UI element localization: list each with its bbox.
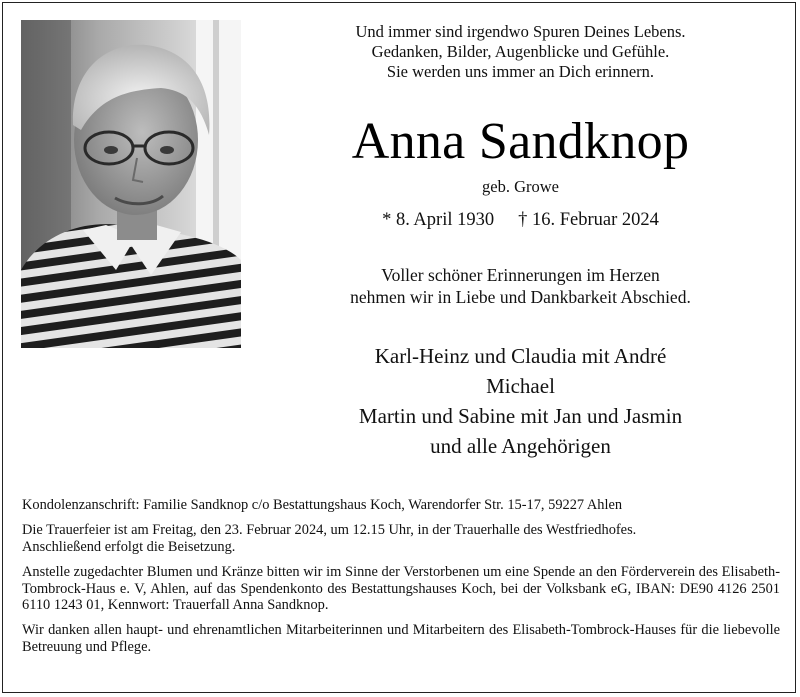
memorial-verse [241, 22, 800, 82]
verse-line: Gedanken, Bilder, Augenblicke und Gefühle. [371, 42, 670, 61]
farewell-text [241, 264, 800, 308]
funeral-line: Die Trauerfeier ist am Freitag, den 23. Februar 2024, um 12.15 Uhr, in der Trauerhalle des Westfriedhofes. [22, 522, 637, 539]
thanks-note: Wir danken allen haupt- und ehrenamtlichen Mitarbeiterinnen und Mitarbeitern des Elisabeth-Tombrock-Hauses für die liebevolle Betreuung und Pflege. [22, 622, 780, 655]
mourner-line: Karl-Heinz und Claudia mit André [374, 344, 667, 368]
verse-line: Und immer sind irgendwo Spuren Deines Lebens. [355, 22, 686, 41]
mourners-list [241, 341, 800, 461]
verse-line: Sie werden uns immer an Dich erinnern. [386, 62, 655, 81]
mourner-line: Martin und Sabine mit Jan und Jasmin [358, 404, 683, 428]
death-date: † 16. Februar 2024 [518, 210, 659, 230]
mourner-line: Michael [486, 374, 555, 398]
birth-name: geb. Growe [482, 177, 559, 196]
farewell-line: Voller schöner Erinnerungen im Herzen [381, 265, 660, 285]
birth-date: * 8. April 1930 [382, 210, 495, 230]
donation-request: Anstelle zugedachter Blumen und Kränze bitten wir im Sinne der Verstorbenen um eine Spende an den Förderverein des Elisabeth-Tombrock-Haus e. V, Ahlen, auf das Spendenkonto des Bestattungshauses Koch, bei der Volksbank eG, IBAN: DE90 4126 2501 6110 1243 01, Kennwort: Trauerfall Anna Sandknop. [22, 564, 780, 614]
notices-section [22, 497, 780, 664]
deceased-name: Anna Sandknop [351, 113, 690, 170]
funeral-info [22, 522, 780, 555]
mourner-line: und alle Angehörigen [430, 434, 611, 458]
portrait-image [21, 20, 241, 348]
farewell-line: nehmen wir in Liebe und Dankbarkeit Abschied. [350, 287, 691, 307]
condolence-address: Kondolenzanschrift: Familie Sandknop c/o Bestattungshaus Koch, Warendorfer Str. 15-17, 59227 Ahlen [22, 497, 623, 513]
life-dates [241, 208, 800, 232]
funeral-line: Anschließend erfolgt die Beisetzung. [22, 538, 236, 555]
portrait-photo [21, 20, 241, 348]
